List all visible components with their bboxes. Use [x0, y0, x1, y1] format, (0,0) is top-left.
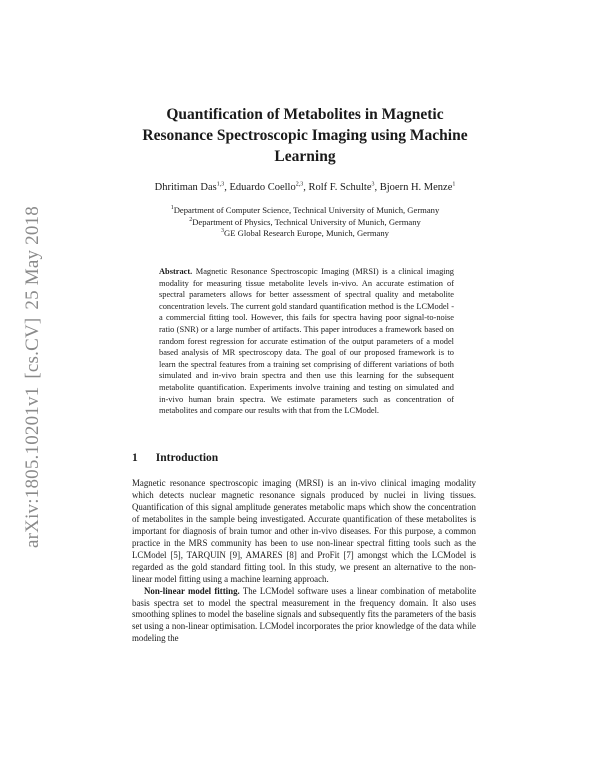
affiliation-list [100, 205, 510, 240]
title-line: Learning [274, 148, 336, 165]
paragraph-text: The LCModel software uses a linear combination of metabolite basis spectra set to model the spectral measurement in the frequency domain. It also uses smoothing splines to model the baseline signals and subsequently fits the parameters of the basis set using a non-linear optimisation. LCModel incorporates the prior knowledge of the data while modeling the [132, 585, 477, 644]
author-affil-marker: 3 [371, 181, 375, 188]
title-line: Resonance Spectroscopic Imaging using Machine [142, 127, 468, 144]
arxiv-id: arXiv:1805.10201v1 [22, 386, 43, 548]
abstract-text: Magnetic Resonance Spectroscopic Imaging (MRSI) is a clinical imaging modality for measuring tissue metabolite levels in-vivo. An accurate estimation of spectral parameters allows for better assessment of spectral quality and metabolite concentration levels. The current gold standard quantification method is the LCModel - a commercial fitting tool. However, this fails for spectra having poor signal-to-noise ratio (SNR) or a large number of artifacts. This paper introduces a framework based on random forest regression for accurate estimation of the output parameters of a model based analysis of MR spectroscopy data. The goal of our proposed framework is to learn the spectral features from a training set comprising of different variations of both simulated and in-vivo brain spectra and then use this learning for the subsequent metabolite quantification. Experiments involve training and testing on simulated and in-vivo human brain spectra. We estimate parameters such as concentration of metabolites and compare our results with that from the LCModel. [159, 267, 454, 416]
author-affil-marker: 2,3 [295, 181, 304, 188]
arxiv-side-stamp [22, 208, 46, 548]
author-name: Bjoern H. Menze [379, 182, 453, 193]
arxiv-date: 25 May 2018 [22, 206, 43, 310]
author-affil-marker: 1 [452, 181, 456, 188]
section-number: 1 [132, 452, 138, 464]
paragraph [132, 586, 476, 646]
abstract-label: Abstract. [159, 267, 193, 276]
affiliation: $^3$GE Global Research Europe, Munich, Germany [221, 228, 389, 238]
author-list: Dhritiman Das$^{1,3}$, Eduardo Coello$^{2,3}$, Rolf F. Schulte$^3$, Bjoern H. Menze$^1$ [154, 181, 456, 193]
section-title: Introduction [155, 452, 219, 464]
arxiv-category: [cs.CV] [22, 317, 43, 379]
body-text [132, 478, 476, 645]
affiliation: $^1$Department of Computer Science, Technical University of Munich, Germany [170, 205, 440, 215]
author-name: Eduardo Coello [229, 182, 296, 193]
author-name: Dhritiman Das [154, 182, 217, 193]
author-name: Rolf F. Schulte [308, 182, 372, 193]
paragraph-runin-heading: Non-linear model fitting. [144, 585, 240, 596]
paper-title [120, 104, 490, 167]
title-line: Quantification of Metabolites in Magnetic [166, 106, 444, 123]
abstract [159, 266, 454, 417]
paragraph: Magnetic resonance spectroscopic imaging (MRSI) is an in-vivo clinical imaging modality which detects nuclear magnetic resonance signals produced by nuclei in living tissues. Quantification of this signal amplitude generates metabolic maps which show the concentration of metabolites in the sample being investigated. Accurate quantification of these metabolites is important for diagnosis of brain tumor and other in-vivo diseases. For this purpose, a common practice in the MRS community has been to use non-linear spectral fitting tools such as the LCModel [5], TARQUIN [9], AMARES [8] and ProFit [7] amongst which the LCModel is regarded as the gold standard fitting tool. In this study, we present an alternative to the non-linear model fitting using a machine learning approach. [132, 478, 476, 584]
section-heading [132, 452, 218, 464]
author-affil-marker: 1,3 [216, 181, 225, 188]
affiliation: $^2$Department of Physics, Technical University of Munich, Germany [189, 216, 421, 227]
